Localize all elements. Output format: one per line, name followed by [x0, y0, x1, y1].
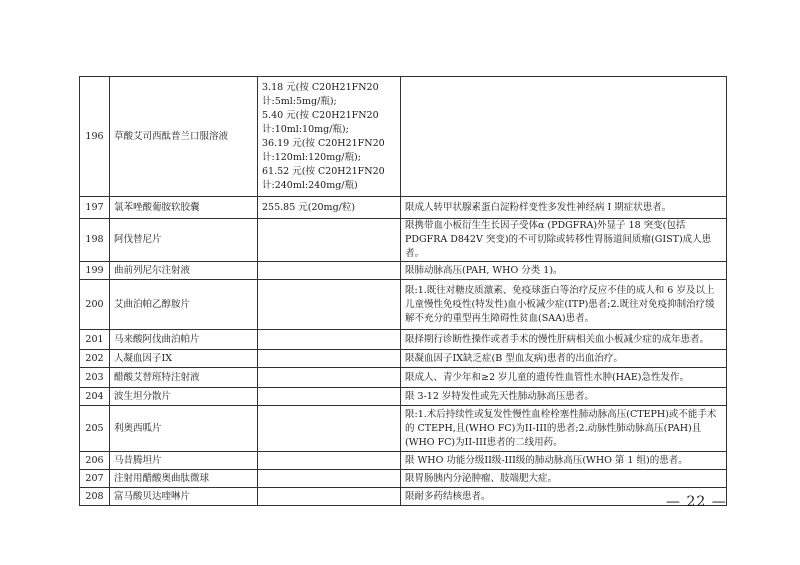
table-row	[80, 388, 727, 406]
row-number: 202	[80, 350, 110, 368]
restriction-note: 限肺动脉高压(PAH, WHO 分类 1)。	[401, 262, 727, 280]
price-cell	[258, 452, 401, 470]
table-row	[80, 330, 727, 350]
table-row	[80, 280, 727, 330]
price-line: 计:120ml:120mg/瓶);	[262, 151, 361, 163]
price-cell	[258, 280, 401, 330]
restriction-note: 限:1.术后持续性或复发性慢性血栓栓塞性肺动脉高压(CTEPH)或不能手术的 CTEPH,且(WHO FC)为II-III的患者;2.动脉性肺动脉高压(PAH)且(WHO FC)为II-III患者的二线用药。	[401, 406, 727, 452]
drug-name: 注射用醋酸奥曲肽微球	[110, 470, 258, 488]
price-line: 3.18 元(按 C20H21FN20	[262, 81, 379, 93]
restriction-note	[401, 77, 727, 197]
restriction-note: 限凝血因子IX缺乏症(B 型血友病)患者的出血治疗。	[401, 350, 727, 368]
table-row	[80, 197, 727, 219]
row-number: 199	[80, 262, 110, 280]
drug-name: 利奥西呱片	[110, 406, 258, 452]
drug-name: 醋酸艾替班特注射液	[110, 368, 258, 388]
price-line: 计:10ml:10mg/瓶);	[262, 123, 349, 135]
drug-name: 富马酸贝达喹啉片	[110, 488, 258, 506]
row-number: 207	[80, 470, 110, 488]
row-number: 197	[80, 197, 110, 219]
table-row	[80, 406, 727, 452]
row-number: 196	[80, 77, 110, 197]
price-cell	[258, 77, 401, 197]
price-line: 5.40 元(按 C20H21FN20	[262, 109, 379, 121]
row-number: 205	[80, 406, 110, 452]
drug-name: 马昔腾坦片	[110, 452, 258, 470]
restriction-note: 限携带血小板衍生生长因子受体α (PDGFRA)外显子 18 突变(包括 PDGFRA D842V 突变)的不可切除或转移性胃肠道间质瘤(GIST)成人患者。	[401, 219, 727, 262]
restriction-note: 限成人转甲状腺素蛋白淀粉样变性多发性神经病 I 期症状患者。	[401, 197, 727, 219]
table-row	[80, 452, 727, 470]
row-number: 208	[80, 488, 110, 506]
row-number: 200	[80, 280, 110, 330]
drug-name: 艾曲泊帕乙醇胺片	[110, 280, 258, 330]
table-row	[80, 262, 727, 280]
drug-name: 马来酸阿伐曲泊帕片	[110, 330, 258, 350]
row-number: 203	[80, 368, 110, 388]
price-cell	[258, 406, 401, 452]
table-row	[80, 368, 727, 388]
price-line: 计:5ml:5mg/瓶);	[262, 95, 337, 107]
drug-name: 草酸艾司西酞普兰口服溶液	[110, 77, 258, 197]
row-number: 201	[80, 330, 110, 350]
row-number: 198	[80, 219, 110, 262]
restriction-note: 限 3-12 岁特发性或先天性肺动脉高压患者。	[401, 388, 727, 406]
drug-name: 氯苯唑酸葡胺软胶囊	[110, 197, 258, 219]
price-cell	[258, 350, 401, 368]
price-cell	[258, 368, 401, 388]
restriction-note: 限耐多药结核患者。	[401, 488, 727, 506]
price-cell	[258, 219, 401, 262]
table-row	[80, 219, 727, 262]
price-line: 61.52 元(按 C20H21FN20	[262, 165, 385, 177]
drug-name: 波生坦分散片	[110, 388, 258, 406]
drug-name: 人凝血因子IX	[110, 350, 258, 368]
restriction-note: 限:1.既往对糖皮质激素、免疫球蛋白等治疗反应不佳的成人和 6 岁及以上儿童慢性免疫性(特发性)血小板减少症(ITP)患者;2.既往对免疫抑制治疗缓解不充分的重型再生障碍性贫血(SAA)患者。	[401, 280, 727, 330]
row-number: 204	[80, 388, 110, 406]
restriction-note: 限胃肠胰内分泌肿瘤、肢端肥大症。	[401, 470, 727, 488]
row-number: 206	[80, 452, 110, 470]
table-row	[80, 350, 727, 368]
price-cell: 255.85 元(20mg/粒)	[258, 197, 401, 219]
drug-name: 曲前列尼尔注射液	[110, 262, 258, 280]
table-row	[80, 488, 727, 506]
price-cell	[258, 330, 401, 350]
price-line: 36.19 元(按 C20H21FN20	[262, 137, 385, 149]
table-row	[80, 77, 727, 197]
page-number: — 22 —	[666, 494, 727, 510]
price-cell	[258, 388, 401, 406]
restriction-note: 限成人、青少年和≥2 岁儿童的遗传性血管性水肿(HAE)急性发作。	[401, 368, 727, 388]
table-row	[80, 470, 727, 488]
restriction-note: 限择期行诊断性操作或者手术的慢性肝病相关血小板减少症的成年患者。	[401, 330, 727, 350]
price-line: 计:240ml:240mg/瓶)	[262, 179, 358, 191]
drug-name: 阿伐替尼片	[110, 219, 258, 262]
price-cell	[258, 470, 401, 488]
price-cell	[258, 488, 401, 506]
restriction-note: 限 WHO 功能分级II级-III级的肺动脉高压(WHO 第 1 组)的患者。	[401, 452, 727, 470]
price-cell	[258, 262, 401, 280]
drug-list-table	[79, 76, 727, 506]
